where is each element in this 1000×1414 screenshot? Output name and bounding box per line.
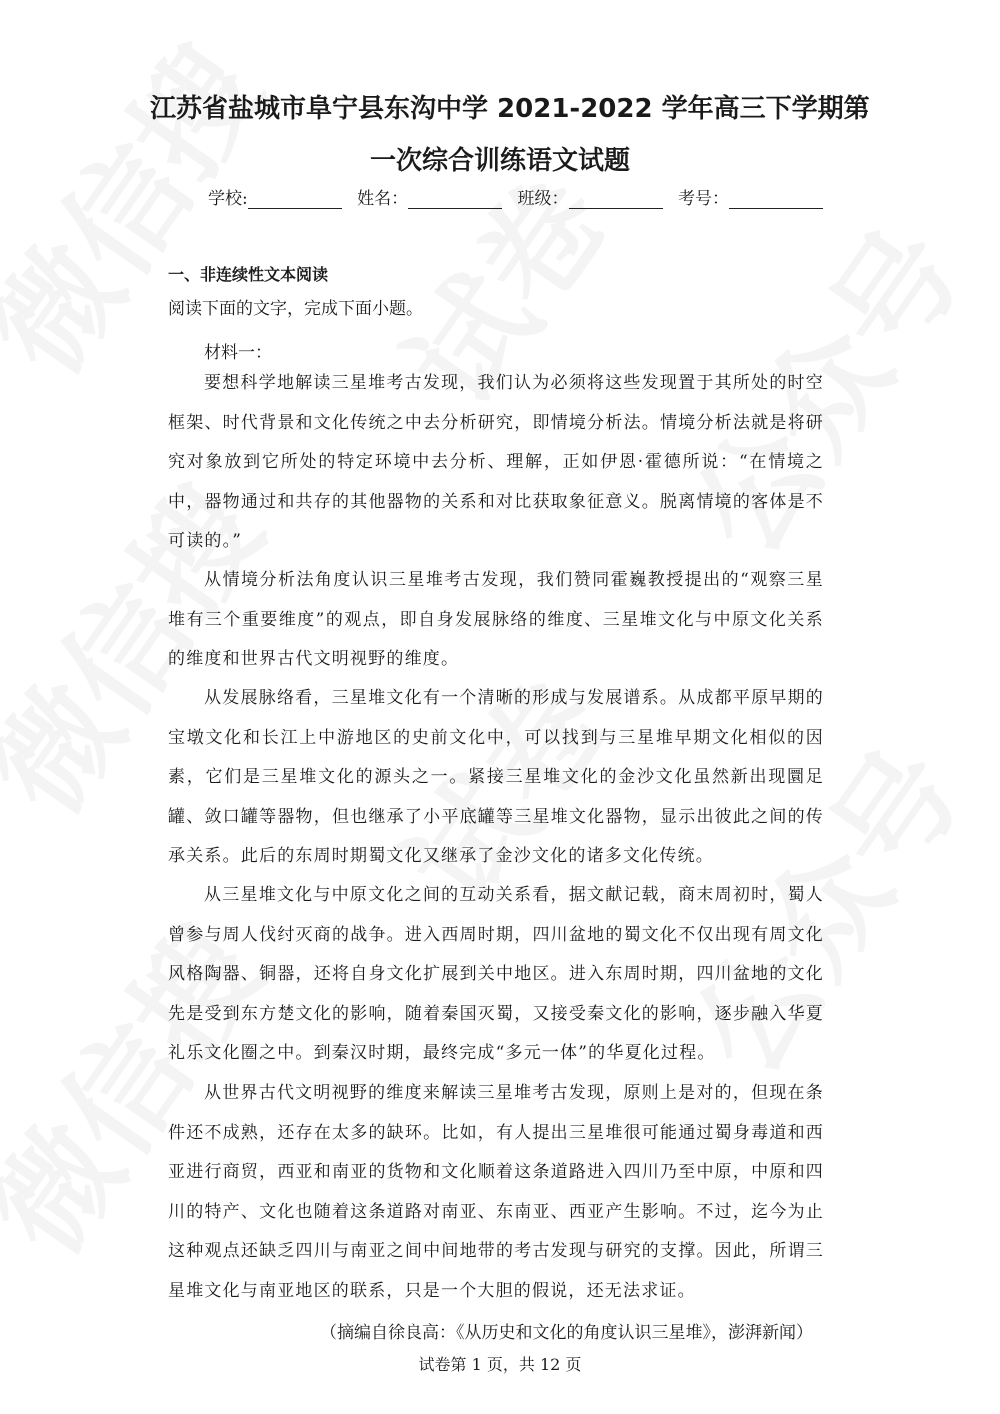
title-line-1: 江苏省盐城市阜宁县东沟中学 2021-2022 学年高三下学期第 [150, 94, 870, 124]
source-citation: （摘编自徐良高：《从历史和文化的角度认识三星堆》，澎湃新闻） [320, 1323, 813, 1343]
paragraph-4: 从三星堆文化与中原文化之间的互动关系看，据文献记载，商末周初时，蜀人曾参与周人伐纣灭商的战争。进入西周时期，四川盆地的蜀文化不仅出现有周文化风格陶器、铜器，还将自身文化扩展到关中地区。进入东周时期，四川盆地的文化先是受到东方楚文化的影响，随着秦国灭蜀，又接受秦文化的影响，逐步融入华夏礼乐文化圈之中。到秦汉时期，最终完成“多元一体”的华夏化过程。 [168, 885, 824, 1064]
material-label: 材料一： [204, 343, 272, 363]
school-blank[interactable] [248, 190, 342, 209]
paragraph-3: 从发展脉络看，三星堆文化有一个清晰的形成与发展谱系。从成都平原早期的宝墩文化和长江上中游地区的史前文化中，可以找到与三星堆早期文化相似的因素，它们是三星堆文化的源头之一。紧接三星堆文化的金沙文化虽然新出现圜足罐、敛口罐等器物，但也继承了小平底罐等三星堆文化器物，显示出彼此之间的传承关系。此后的东周时期蜀文化又继承了金沙文化的诸多文化传统。 [168, 688, 824, 867]
page-footer: 试卷第 1 页，共 12 页 [418, 1355, 582, 1374]
section-heading: 一、非连续性文本阅读 [168, 265, 329, 284]
number-blank[interactable] [729, 190, 823, 209]
paragraph-1: 要想科学地解读三星堆考古发现，我们认为必须将这些发现置于其所处的时空框架、时代背景和文化传统之中去分析研究，即情境分析法。情境分析法就是将研究对象放到它所处的特定环境中去分析、理解，正如伊恩·霍德所说：“在情境之中，器物通过和共存的其他器物的关系和对比获取象征意义。脱离情境的客体是不可读的。” [168, 373, 824, 552]
instruction-text: 阅读下面的文字，完成下面小题。 [168, 299, 423, 319]
number-label: 考号： [677, 189, 729, 209]
name-blank[interactable] [408, 190, 502, 209]
student-info-row [208, 184, 833, 209]
school-label: 学校: [208, 189, 248, 209]
paragraph-2: 从情境分析法角度认识三星堆考古发现，我们赞同霍巍教授提出的“观察三星堆有三个重要维度”的观点，即自身发展脉络的维度、三星堆文化与中原文化关系的维度和世界古代文明视野的维度。 [168, 570, 824, 670]
paragraph-5: 从世界古代文明视野的维度来解读三星堆考古发现，原则上是对的，但现在条件还不成熟，还存在太多的缺环。比如，有人提出三星堆很可能通过蜀身毒道和西亚进行商贸，西亚和南亚的货物和文化顺着这条道路进入四川乃至中原，中原和四川的特产、文化也随着这条道路对南亚、东南亚、西亚产生影响。不过，迄今为止这种观点还缺乏四川与南亚之间中间地带的考古发现与研究的支撑。因此，所谓三星堆文化与南亚地区的联系，只是一个大胆的假说，还无法求证。 [168, 1083, 824, 1301]
class-label: 班级： [517, 189, 569, 209]
title-line-2: 一次综合训练语文试题 [369, 146, 630, 176]
name-label: 姓名： [357, 189, 409, 209]
class-blank[interactable] [569, 190, 663, 209]
